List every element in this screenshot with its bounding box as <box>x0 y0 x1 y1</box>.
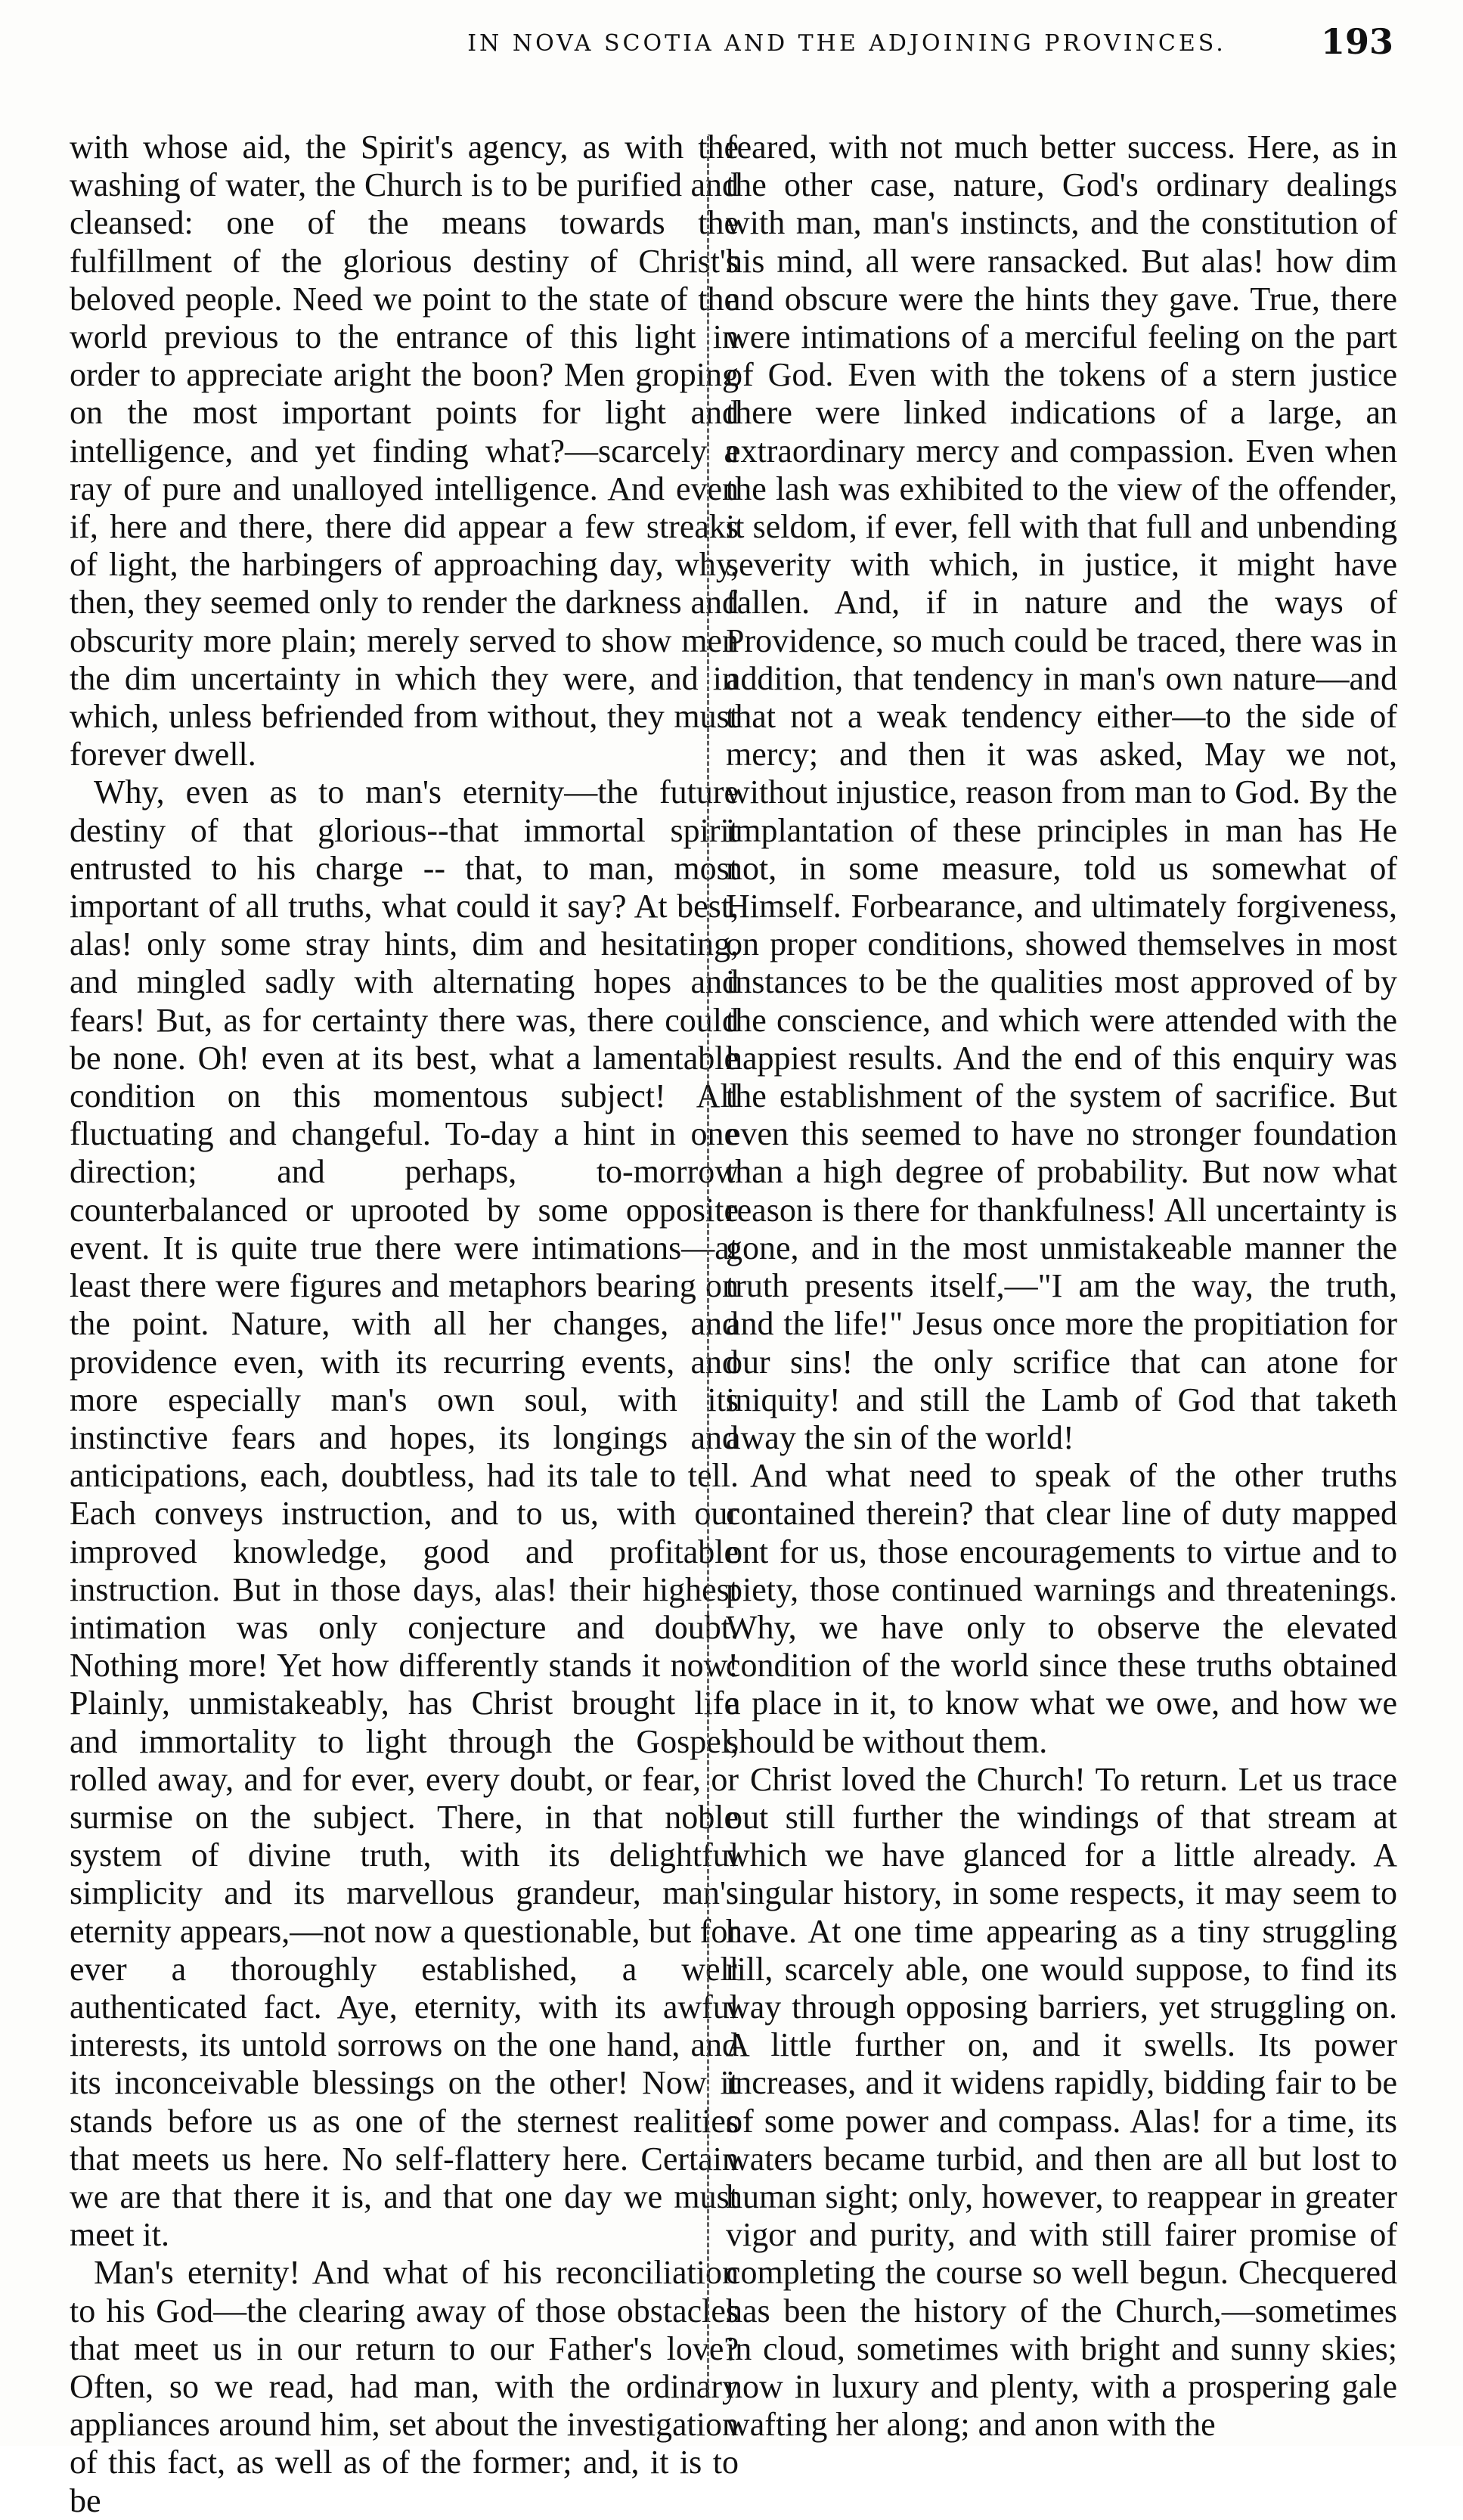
left-column <box>70 129 739 2520</box>
running-header: IN NOVA SCOTIA AND THE ADJOINING PROVINCES. <box>467 30 1226 57</box>
paragraph: Man's eternity! And what of his reconciliation to his God—the clearing away of those obstacles that meet us in our return to our Father's love? Often, so we read, had man, with the ordinary appliances around him, set about the investigation of this fact, as well as of the former; and, it is to be <box>70 2254 739 2519</box>
paragraph: with whose aid, the Spirit's agency, as with the washing of water, the Church is to be purified and cleansed: one of the means towards the fulfillment of the glorious destiny of Christ's beloved people. Need we point to the state of the world previous to the entrance of this light in order to appreciate aright the boon? Men groping on the most important points for light and intelligence, and yet finding what?—scarcely a ray of pure and unalloyed intelligence. And even if, here and there, there did appear a few streaks of light, the harbingers of approaching day, why, then, they seemed only to render the darkness and obscurity more plain; merely served to show men the dim uncertainty in which they were, and in which, unless befriended from without, they must forever dwell. <box>70 129 739 773</box>
paragraph: Why, even as to man's eternity—the future destiny of that glorious--that immortal spirit entrusted to his charge -- that, to man, most important of all truths, what could it say? At best, alas! only some stray hints, dim and hesitating, and mingled sadly with alternating hopes and fears! But, as for certainty there was, there could be none. Oh! even at its best, what a lamentable condition on this momentous subject! All fluctuating and changeful. To-day a hint in one direction; and perhaps, to-morrow counterbalanced or uprooted by some opposite event. It is quite true there were intimations—at least there were figures and metaphors bearing on the point. Nature, with all her changes, and providence even, with its recurring events, and more especially man's own soul, with its instinctive fears and hopes, its longings and anticipations, each, doubtless, had its tale to tell. Each conveys instruction, and to us, with our improved knowledge, good and profitable instruction. But in those days, alas! their highest intimation was only conjecture and doubt. Nothing more! Yet how differently stands it now! Plainly, unmistakeably, has Christ brought life and immortality to light through the Gospel, rolled away, and for ever, every doubt, or fear, or surmise on the subject. There, in that noble system of divine truth, with its delightful simplicity and its marvellous grandeur, man's eternity appears,—not now a questionable, but for ever a thoroughly established, a well authenticated fact. Aye, eternity, with its awful interests, its untold sorrows on the one hand, and its inconceivable blessings on the other! Now it stands before us as one of the sternest realities that meets us here. No self-flattery here. Certain we are that there it is, and that one day we must meet it. <box>70 773 739 2254</box>
column-divider <box>707 136 709 2397</box>
paragraph: Christ loved the Church! To return. Let us trace out still further the windings of that stream at which we have glanced for a little already. A singular history, in some respects, it may seem to have. At one time appearing as a tiny struggling rill, scarcely able, one would suppose, to find its way through opposing barriers, yet struggling on. A little further on, and it swells. Its power increases, and it widens rapidly, bidding fair to be of some power and compass. Alas! for a time, its waters became turbid, and then are all but lost to human sight; only, however, to reappear in greater vigor and purity, and with still fairer promise of completing the course so well begun. Checquered has been the history of the Church,—sometimes in cloud, sometimes with bright and sunny skies; now in luxury and plenty, with a prospering gale wafting her along; and anon with the <box>726 1760 1397 2444</box>
paragraph: And what need to speak of the other truths contained therein? that clear line of duty mapped ont for us, those encouragements to virtue and to piety, those continued warnings and threatenings. Why, we have only to observe the elevated condition of the world since these truths obtained a place in it, to know what we owe, and how we should be without them. <box>726 1457 1397 1760</box>
page-number: 193 <box>1320 21 1393 62</box>
paragraph: feared, with not much better success. Here, as in the other case, nature, God's ordinary dealings with man, man's instincts, and the constitution of his mind, all were ransacked. But alas! how dim and obscure were the hints they gave. True, there were intimations of a merciful feeling on the part of God. Even with the tokens of a stern justice there were linked indications of a large, an extraordinary mercy and compassion. Even when the lash was exhibited to the view of the offender, it seldom, if ever, fell with that full and unbending severity with which, in justice, it might have fallen. And, if in nature and the ways of Providence, so much could be traced, there was in addition, that tendency in man's own nature—and that not a weak tendency either—to the side of mercy; and then it was asked, May we not, without injustice, reason from man to God. By the implantation of these principles in man has He not, in some measure, told us somewhat of Himself. Forbearance, and ultimately forgiveness, on proper conditions, showed themselves in most instances to be the qualities most approved of by the conscience, and which were attended with the happiest results. And the end of this enquiry was the establishment of the system of sacrifice. But even this seemed to have no stronger foundation than a high degree of probability. But now what reason is there for thankfulness! All uncertainty is gone, and in the most unmistakeable manner the truth presents itself,—"I am the way, the truth, and the life!" Jesus once more the propitiation for our sins! the only scrifice that can atone for iniquity! and still the Lamb of God that taketh away the sin of the world! <box>726 129 1397 1456</box>
right-column <box>726 129 1397 2444</box>
